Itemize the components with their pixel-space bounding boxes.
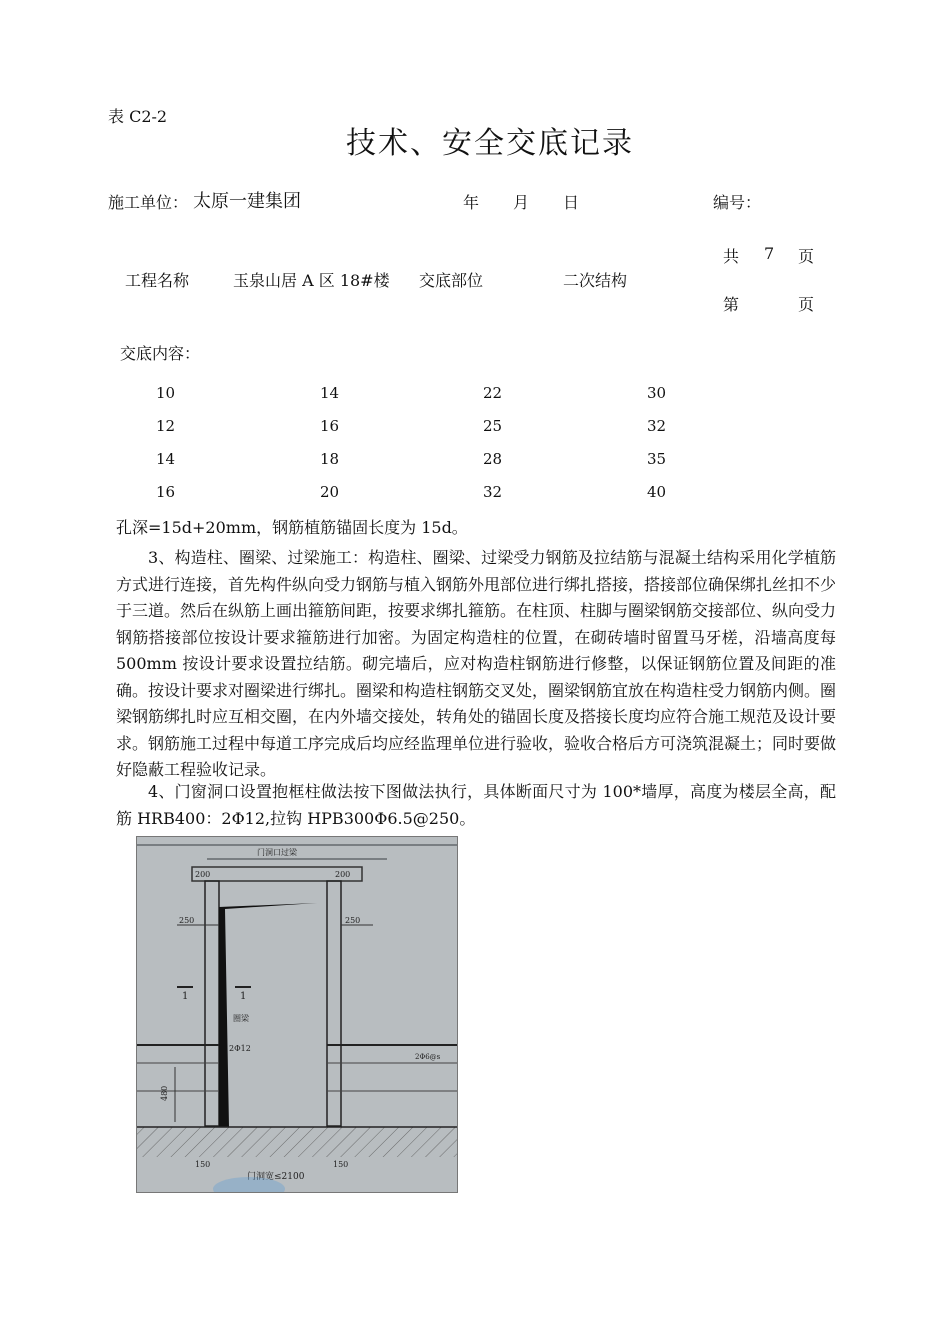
table-cell: 32 (647, 417, 667, 435)
number-label: 编号： (713, 193, 762, 212)
part-value: 二次结构 (563, 271, 628, 290)
total-prefix: 共 (723, 247, 740, 266)
paragraph-3: 3、构造柱、圈梁、过梁施工：构造柱、圈梁、过梁受力钢筋及拉结筋与混凝土结构采用化学植筋方式进行连接，首先构件纵向受力钢筋与植入钢筋外甩部位进行绑扎搭接，搭接部位确保绑扎丝扣不少于三道。然后在纵筋上画出箍筋间距，按要求绑扎箍筋。在柱顶、柱脚与圈梁钢筋交接部位、纵向受力钢筋搭接部位按设计要求箍筋进行加密。为固定构造柱的位置，在砌砖墙时留置马牙槎，沿墙高度每 500mm 按设计要求设置拉结筋。砌完墙后，应对构造柱钢筋进行修整，以保证钢筋位置及间距的准确。按设计要求对圈梁进行绑扎。圈梁和构造柱钢筋交叉处，圈梁钢筋宜放在构造柱受力钢筋内侧。圈梁钢筋绑扎时应互相交圈，在内外墙交接处，转角处的锚固长度及搭接长度均应符合施工规范及设计要求。钢筋施工过程中每道工序完成后均应经监理单位进行验收，验收合格后方可浇筑混凝土；同时要做好隐蔽工程验收记录。 (116, 548, 837, 779)
unit-label: 施工单位： (108, 193, 189, 212)
paragraph-4: 4、门窗洞口设置抱框柱做法按下图做法执行，具体断面尺寸为 100*墙厚，高度为楼层全高，配筋 HRB400：2Φ12,拉钩 HPB300Φ6.5@250。 (116, 782, 836, 828)
month-label: 月 (513, 193, 530, 212)
project-name-value: 玉泉山居 A 区 18#楼 (233, 271, 390, 290)
door-width-label: 门洞宽≤2100 (247, 1172, 305, 1182)
page-prefix: 第 (723, 295, 740, 314)
page-suffix: 页 (798, 295, 815, 314)
table-cell: 16 (320, 417, 340, 435)
hole-depth-paragraph: 孔深=15d+20mm，钢筋植筋锚固长度为 15d。 (116, 518, 468, 537)
left-frame-column (205, 881, 219, 1126)
top-label: 门洞口过梁 (257, 848, 297, 857)
part-label: 交底部位 (419, 271, 484, 290)
table-cell: 32 (483, 483, 503, 501)
total-suffix: 页 (798, 247, 815, 266)
table-cell: 10 (156, 384, 176, 402)
document-title: 技术、安全交底记录 (346, 126, 634, 161)
table-cell: 18 (320, 450, 340, 468)
door-frame-drawing (136, 836, 458, 1193)
project-name-label: 工程名称 (125, 271, 190, 290)
right-frame-column (327, 881, 341, 1126)
table-cell: 25 (483, 417, 503, 435)
unit-value: 太原一建集团 (193, 191, 301, 212)
dim-150-right: 150 (333, 1160, 349, 1169)
day-label: 日 (563, 193, 580, 212)
dim-480: 480 (160, 1085, 169, 1101)
ring-beam-label: 圈梁 (233, 1014, 249, 1023)
table-cell: 28 (483, 450, 503, 468)
table-cell: 35 (647, 450, 667, 468)
floor-slab (137, 1127, 457, 1157)
table-cell: 14 (156, 450, 176, 468)
right-rebar-label: 2Φ6@s (415, 1053, 441, 1061)
table-cell: 22 (483, 384, 503, 402)
section-mark-right: 1 (240, 991, 247, 1002)
table-cell: 12 (156, 417, 176, 435)
year-label: 年 (463, 193, 480, 212)
drawing-svg (137, 837, 457, 1192)
table-cell: 40 (647, 483, 667, 501)
dim-150-left: 150 (195, 1160, 211, 1169)
dim-250-left: 250 (179, 916, 195, 925)
table-cell: 14 (320, 384, 340, 402)
table-cell: 20 (320, 483, 340, 501)
dim-200-left: 200 (195, 870, 211, 879)
rebar-label: 2Φ12 (229, 1044, 251, 1053)
form-code: 表 C2-2 (108, 107, 168, 126)
table-cell: 16 (156, 483, 176, 501)
section-mark-left: 1 (182, 991, 189, 1002)
dim-200-right: 200 (335, 870, 351, 879)
table-cell: 30 (647, 384, 667, 402)
total-count: 7 (764, 244, 775, 263)
dim-250-right: 250 (345, 916, 361, 925)
content-label: 交底内容： (120, 344, 201, 363)
